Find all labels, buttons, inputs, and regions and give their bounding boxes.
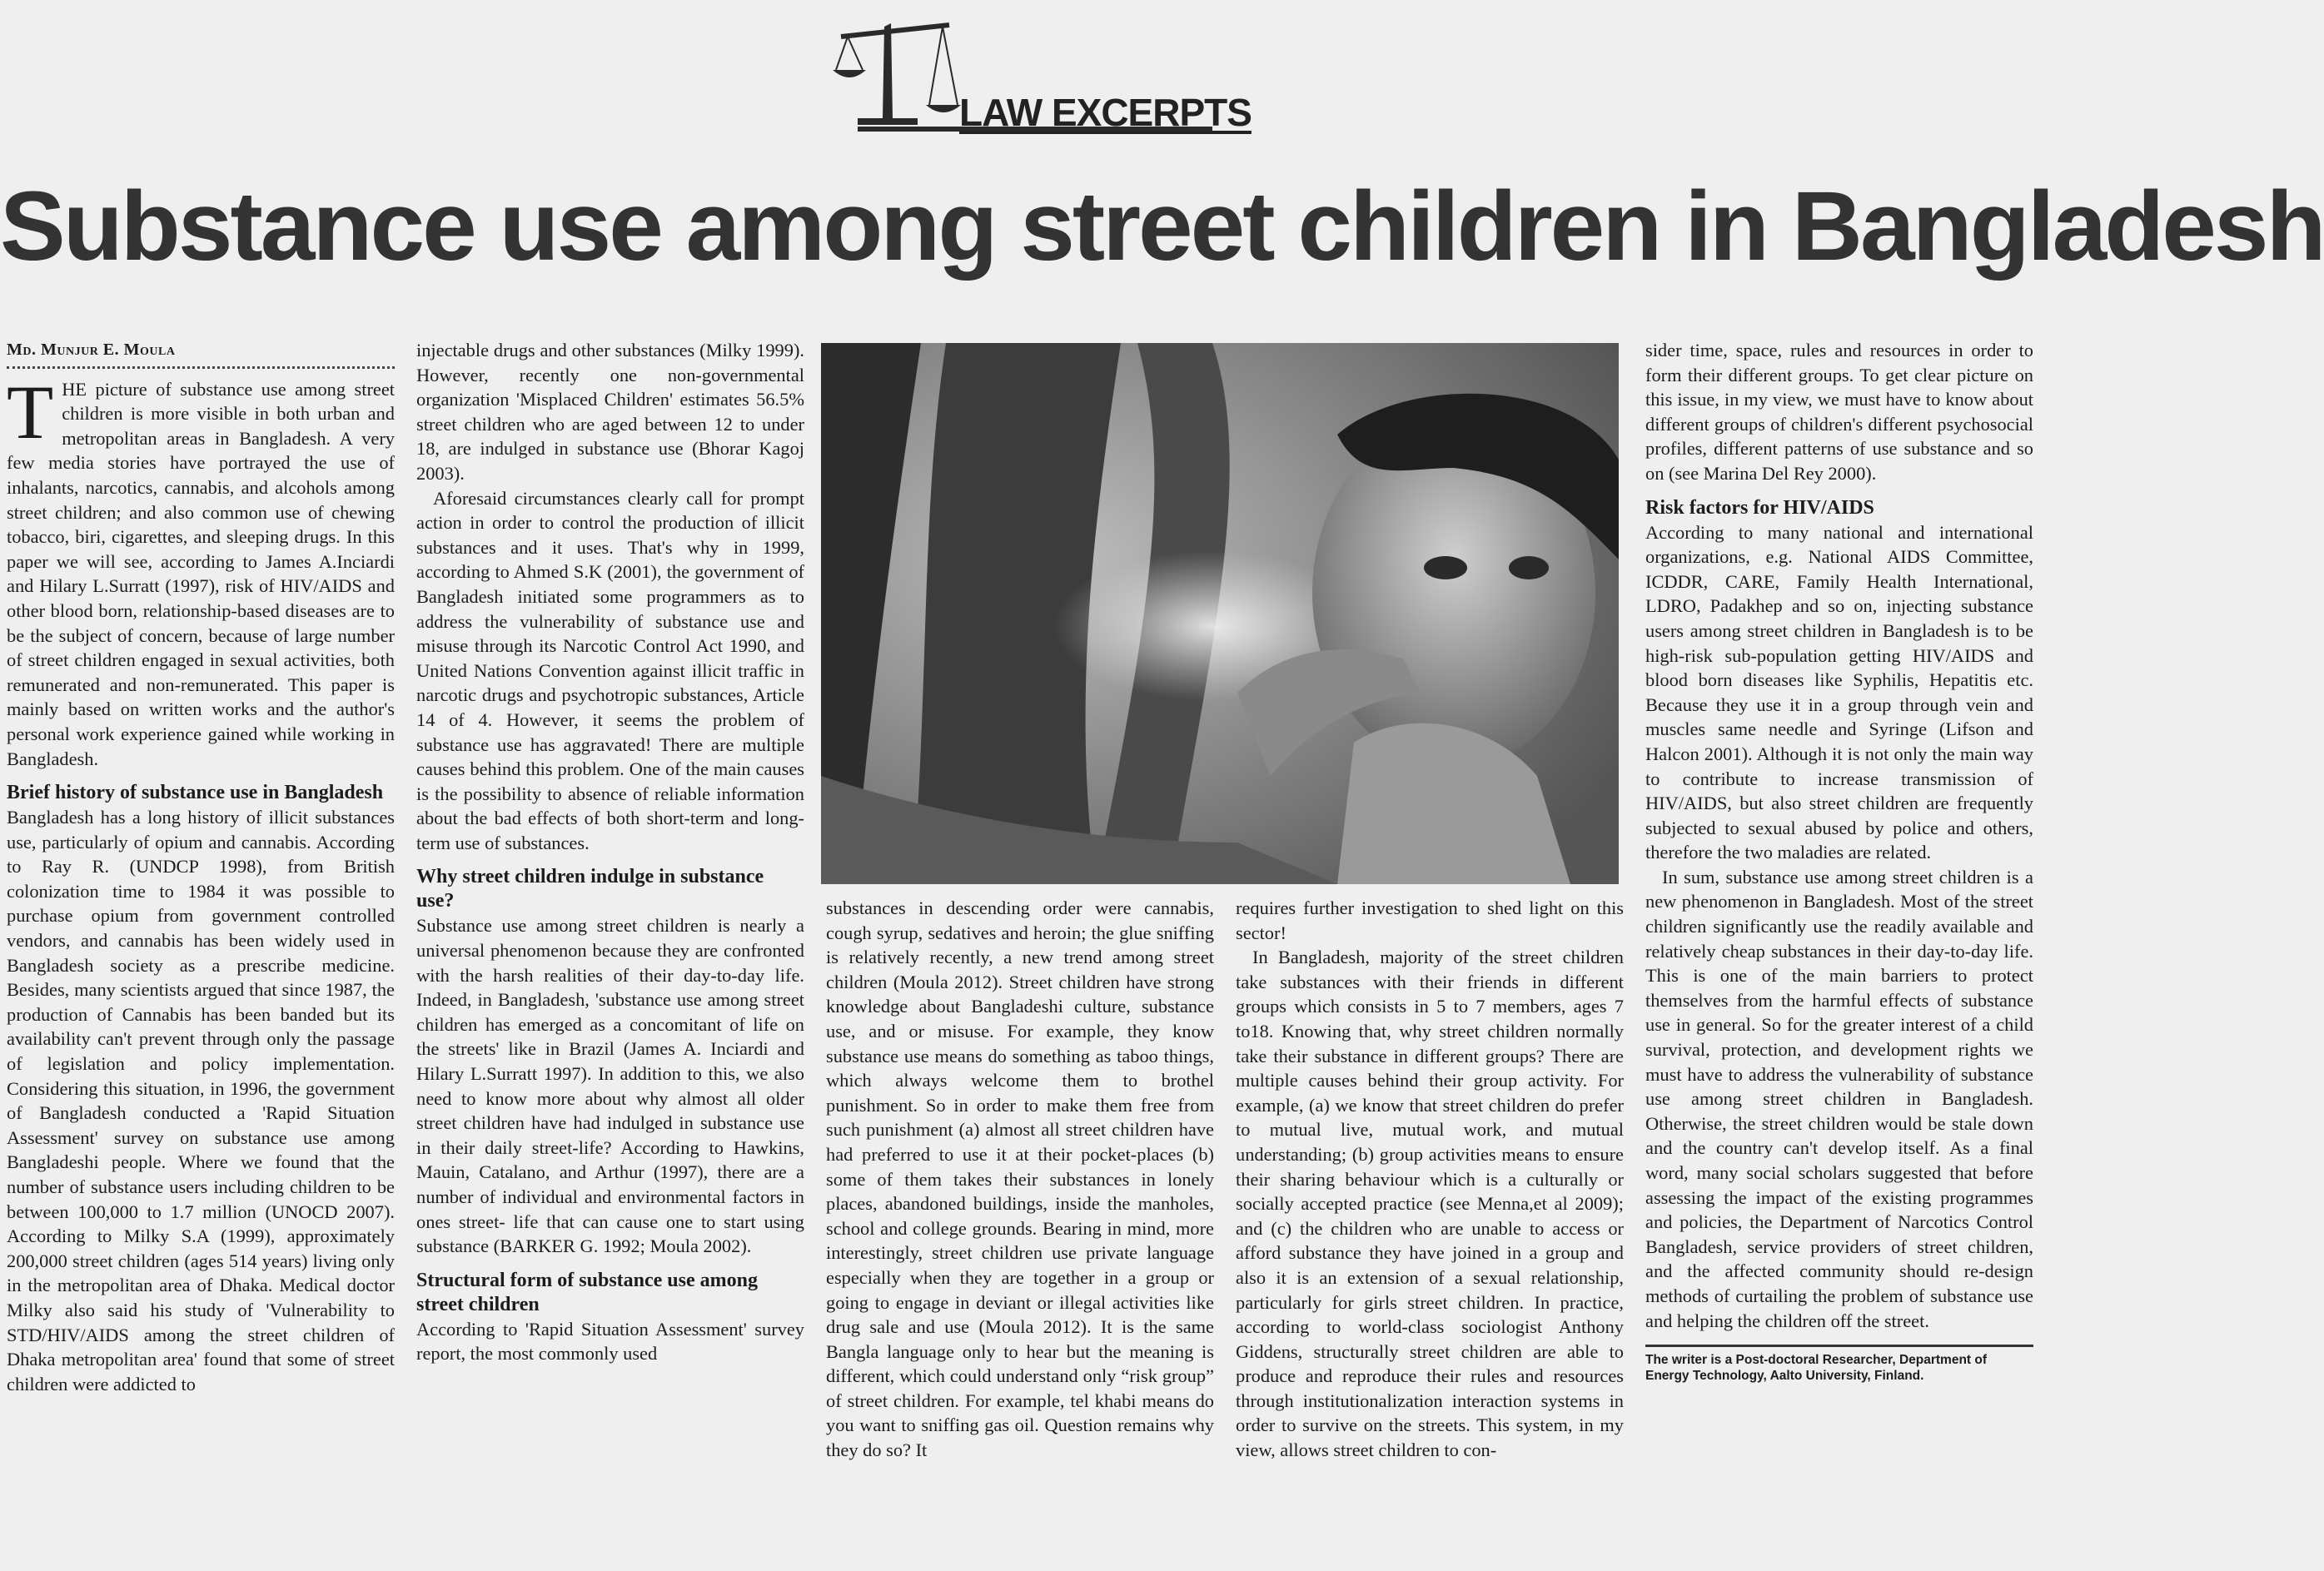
paragraph: injectable drugs and other substances (Milky 1999). However, recently one non-governmental organization 'Misplaced Children' estimates 56.5% street children who are aged between 12 to under 18, are indulged in substance use (Bhorar Kagoj 2003). bbox=[416, 340, 804, 484]
article-column-1 bbox=[7, 338, 395, 1566]
section-masthead bbox=[833, 18, 1252, 135]
byline: Md. Munjur E. Moula bbox=[7, 338, 395, 369]
article-column-3 bbox=[826, 896, 1214, 1566]
intro-paragraph bbox=[7, 369, 395, 772]
paragraph: Aforesaid circumstances clearly call for prompt action in order to control the production of illicit substances and it uses. That's why in 1999, according to Ahmed S.K (2001), the government of Bangladesh initiated some programmers as to address the vulnerability of substance use and misuse through its Narcotic Control Act 1990, and United Nations Convention against illicit traffic in narcotic drugs and psychotropic substances, Article 14 of 4. However, it seems the problem of substance use has aggravated! There are multiple causes behind this problem. One of the main causes is the possibility to absence of reliable information about the bad effects of both short-term and long-term use of substances. bbox=[416, 487, 804, 853]
photo-illustration bbox=[821, 343, 1619, 884]
paragraph: requires further investigation to shed light on this sector! bbox=[1236, 897, 1624, 943]
paragraph: In sum, substance use among street children is a new phenomenon in Bangladesh. Most of the street children significantly use the readily available and relatively cheap substances in their day-to-day life. This is one of the main barriers to protect themselves from the harmful effects of substance use in general. So for the greater interest of a child survival, protection, and development rights we must have to address the vulnerability of substance use among street children in Bangladesh. Otherwise, the street children would be stale down and the country can't develop itself. As a final word, many social scholars suggested that before assessing the impact of the existing programmes and policies, the Department of Narcotics Control Bangladesh, service providers of street children, and the affected community should re-design methods of curtailing the problem of substance use and helping the children off the street. bbox=[1645, 866, 2033, 1331]
subhead-brief-history: Brief history of substance use in Bangladesh bbox=[7, 782, 384, 804]
paragraph: sider time, space, rules and resources in order to form their different groups. To get clear picture on this issue, in my view, we must have to know about different groups of children's different psychosocial profiles, different patterns of use substance and so on (see Marina Del Rey 2000). bbox=[1645, 340, 2033, 484]
scales-of-justice-icon bbox=[833, 18, 966, 135]
paragraph: Bangladesh has a long history of illicit substances use, particularly of opium and cannabis. According to Ray R. (UNDCP 1998), from British colonization time to 1984 it was possible to purchase opium from government controlled vendors, and cannabis has been widely used in Bangladesh society as a prescribe medicine. Besides, many scientists argued that since 1987, the production of Cannabis has been banded but its availability can't prevent through only the passage of legislation and policy implementation. Considering this situation, in 1996, the government of Bangladesh conducted a 'Rapid Situation Assessment' survey on substance use among Bangladeshi people. Where we found that the number of substance users including children to be between 100,000 to 1.7 million (UNOCD 2007). According to Milky S.A (1999), approximately 200,000 street children (ages 514 years) living only in the metropolitan area of Dhaka. Medical doctor Milky also said his study of 'Vulnerability to STD/HIV/AIDS among the street children of Dhaka metropolitan area' found that some of street children were addicted to bbox=[7, 807, 395, 1395]
street-child-smoking-photo bbox=[821, 343, 1619, 884]
paragraph: substances in descending order were cannabis, cough syrup, sedatives and heroin; the glue sniffing is relatively recently, a new trend among street children (Moula 2012). Street children have strong knowledge about Bangladeshi culture, substance use, and or misuse. For example, they know substance use means do something as taboo things, which always welcome them to brothel punishment. So in order to make them free from such punishment (a) almost all street children have had preferred to use it at their pocket-places (b) some of them takes their substances in lonely places, abandoned buildings, inside the manholes, school and college grounds. Bearing in mind, more interestingly, street children use private language especially when they are together in a group or going to engage in deviant or illegal activities like drug sale and use (Moula 2012). It is the same Bangla language only to hear but the meaning is different, which could understand only “risk group” of street children. For example, tel khabi means do you want to sniffing gas oil. Question remains why they do so? It bbox=[826, 897, 1214, 1461]
drop-cap: T bbox=[7, 369, 54, 455]
article-column-2 bbox=[416, 338, 804, 1566]
paragraph: According to many national and international organizations, e.g. National AIDS Committee, ICDDR, CARE, Family Health International, LDRO, Padakhep and so on, injecting substance users among street children in Bangladesh is to be high-risk sub-population getting HIV/AIDS and blood born diseases like Syphilis, Hepatitis etc. Because they use it in a group through vein and muscles same needle and Syringe (Lifson and Halcon 2001). Although it is not only the main way to contribute to increase transmission of HIV/AIDS, but also street children are frequently subjected to sexual abused by police and others, therefore the two maladies are related. bbox=[1645, 521, 2033, 863]
article-column-5 bbox=[1645, 338, 2033, 1566]
subhead-structural-form: Structural form of substance use among street children bbox=[416, 1269, 758, 1315]
article-column-4 bbox=[1236, 896, 1624, 1566]
paragraph: Substance use among street children is nearly a universal phenomenon because they are confronted with the harsh realities of their day-to-day life. Indeed, in Bangladesh, 'substance use among street children has emerged as a concomitant of life on the streets' like in Brazil (James A. Inciardi and Hilary L.Surratt 1997). In addition to this, we also need to know more about why almost all older street children have had indulged in substance use in their daily street-life? According to Hawkins, Mauin, Catalano, and Arthur (1997), there are a number of individual and environmental factors in ones street- life that can cause one to start using substance (BARKER G. 1992; Moula 2002). bbox=[416, 915, 804, 1257]
author-note: The writer is a Post-doctoral Researcher, Department of Energy Technology, Aalto University, Finland. bbox=[1645, 1345, 2033, 1384]
subhead-why-indulge: Why street children indulge in substance use? bbox=[416, 866, 764, 912]
intro-text: HE picture of substance use among street children is more visible in both urban and metropolitan areas in Bangladesh. A very few media stories have portrayed the use of inhalants, narcotics, cannabis, and alcohols among street children; and also common use of chewing tobacco, biri, cigarettes, and sleeping drugs. In this paper we will see, according to James A.Inciardi and Hilary L.Surratt (1997), risk of HIV/AIDS and other blood born, relationship-based diseases are to be the subject of concern, because of large number of street children engaged in sexual activities, both remunerated and non-remunerated. This paper is mainly based on written works and the author's personal work experience gained while working in Bangladesh. bbox=[7, 378, 395, 769]
headline: Substance use among street children in Bangladesh bbox=[0, 172, 2324, 281]
section-name: LAW EXCERPTS bbox=[959, 91, 1252, 134]
subhead-risk-factors: Risk factors for HIV/AIDS bbox=[1645, 496, 1874, 519]
paragraph: In Bangladesh, majority of the street children take substances with their friends in different groups which consists in 5 to 7 members, ages 7 to18. Knowing that, why street children normally take their substance in different groups? There are multiple causes behind their group activity. For example, (a) we know that street children do prefer to mutual live, mutual work, and mutual understanding; (b) group activities means to ensure their sharing behaviour which is a culturally or socially accepted practice (see Menna,et al 2009); and (c) the children who are unable to access or afford substance they have joined in a group and also it is an extension of a sexual relationship, particularly for girls street children. In practice, according to world-class sociologist Anthony Giddens, structurally street children are able to produce and reproduce their rules and resources through institutionalization interaction systems in order to survive on the streets. This system, in my view, allows street children to con- bbox=[1236, 947, 1624, 1461]
paragraph: According to 'Rapid Situation Assessment' survey report, the most commonly used bbox=[416, 1318, 804, 1365]
